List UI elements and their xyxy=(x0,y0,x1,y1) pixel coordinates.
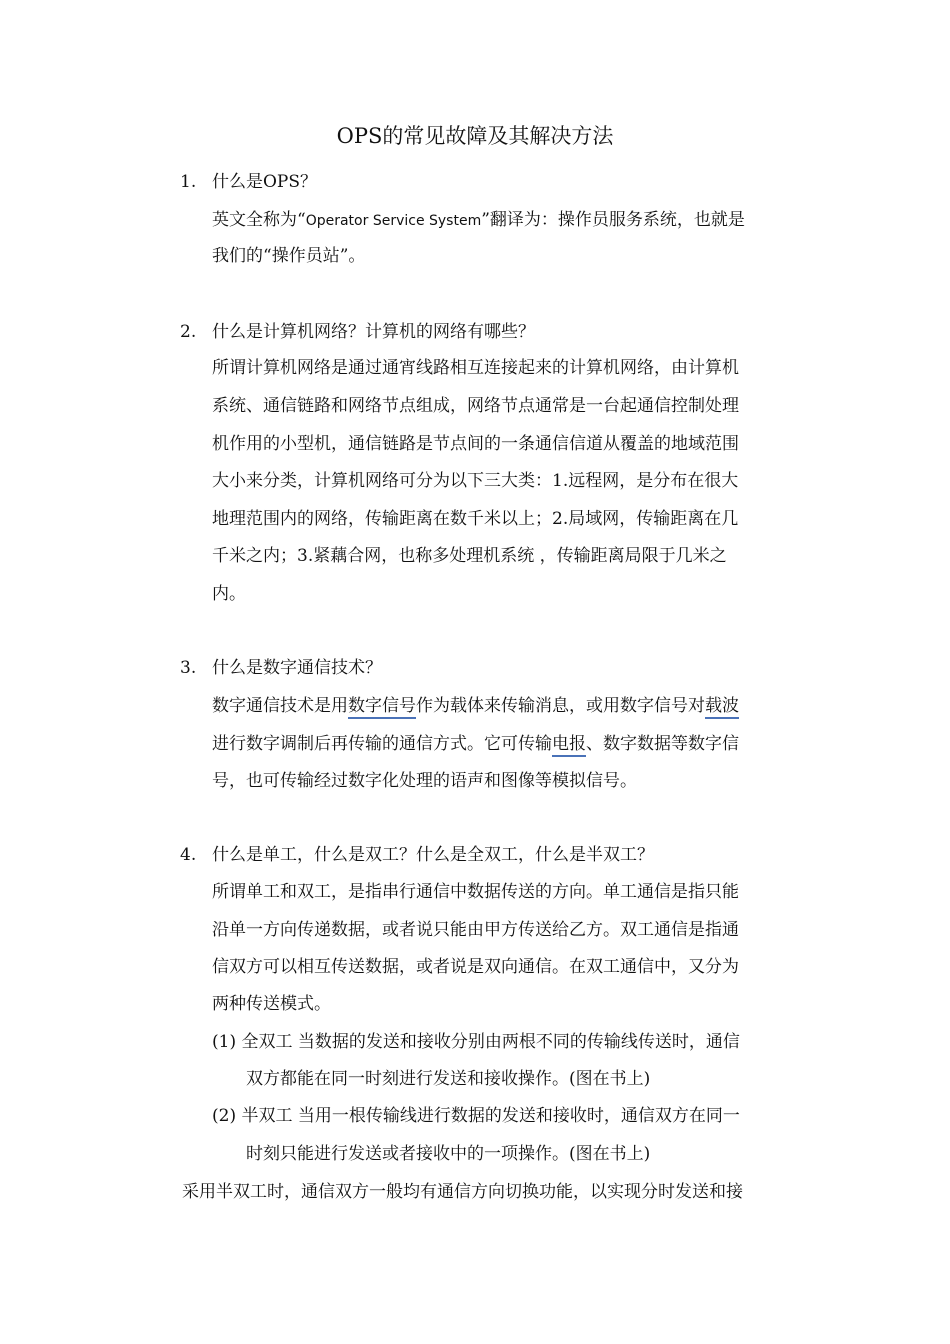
answer-2-line-6: 千米之内；3.紧藕合网，也称多处理机系统 ，传输距离局限于几米之 xyxy=(212,546,727,566)
sub-item-2-line-1: (2) 半双工 当用一根传输线进行数据的发送和接收时，通信双方在同一 xyxy=(212,1106,740,1126)
answer-3-line-1 xyxy=(212,692,739,720)
answer-2-line-4: 大小来分类，计算机网络可分为以下三大类：1.远程网，是分布在很大 xyxy=(212,471,739,491)
english-term: Operator Service System xyxy=(305,213,482,229)
answer-4-line-3: 信双方可以相互传送数据，或者说是双向通信。在双工通信中，又分为 xyxy=(212,957,739,977)
trailing-paragraph-line: 采用半双工时，通信双方一般均有通信方向切换功能，以实现分时发送和接 xyxy=(182,1182,743,1202)
question-1 xyxy=(180,168,317,196)
answer-4-line-4: 两种传送模式。 xyxy=(212,994,331,1014)
question-text: 什么是OPS？ xyxy=(212,172,318,192)
answer-4-line-2: 沿单一方向传递数据，或者说只能由甲方传送给乙方。双工通信是指通 xyxy=(212,920,739,940)
link-telegraph[interactable]: 电报 xyxy=(552,734,586,757)
question-number: 2. xyxy=(180,322,197,342)
page-title: OPS的常见故障及其解决方法 xyxy=(336,124,614,148)
answer-2-line-1: 所谓计算机网络是通过通宵线路相互连接起来的计算机网络，由计算机 xyxy=(212,358,739,378)
question-text: 什么是计算机网络？计算机的网络有哪些？ xyxy=(212,322,535,342)
sub-item-1-line-2: 双方都能在同一时刻进行发送和接收操作。(图在书上) xyxy=(246,1069,651,1089)
question-number: 4. xyxy=(180,845,197,865)
question-3 xyxy=(180,654,382,682)
answer-2-line-2: 系统、通信链路和网络节点组成，网络节点通常是一台起通信控制处理 xyxy=(212,396,739,416)
answer-text: 、数字数据等数字信 xyxy=(586,734,739,754)
question-number: 1. xyxy=(180,172,197,192)
answer-2-line-7: 内。 xyxy=(212,584,246,604)
question-text: 什么是数字通信技术？ xyxy=(212,658,382,678)
answer-2-line-3: 机作用的小型机，通信链路是节点间的一条通信信道从覆盖的地域范围 xyxy=(212,434,739,454)
answer-text: 英文全称为“ xyxy=(212,210,306,230)
sub-item-2-line-2: 时刻只能进行发送或者接收中的一项操作。(图在书上) xyxy=(246,1144,651,1164)
answer-1-line-2: 我们的“操作员站”。 xyxy=(212,246,366,266)
answer-text: 数字通信技术是用 xyxy=(212,696,348,716)
answer-text: ”翻译为：操作员服务系统，也就是 xyxy=(481,210,745,230)
answer-4-line-1: 所谓单工和双工，是指串行通信中数据传送的方向。单工通信是指只能 xyxy=(212,882,739,902)
answer-text: 作为载体来传输消息，或用数字信号对 xyxy=(416,696,705,716)
answer-1-line-1 xyxy=(212,206,745,235)
answer-text: 进行数字调制后再传输的通信方式。它可传输 xyxy=(212,734,552,754)
question-text: 什么是单工，什么是双工？什么是全双工，什么是半双工？ xyxy=(212,845,654,865)
question-4 xyxy=(180,841,654,869)
answer-2-line-5: 地理范围内的网络，传输距离在数千米以上；2.局域网，传输距离在几 xyxy=(212,509,739,529)
answer-3-line-3: 号，也可传输经过数字化处理的语声和图像等模拟信号。 xyxy=(212,771,637,791)
sub-item-1-line-1: (1) 全双工 当数据的发送和接收分别由两根不同的传输线传送时，通信 xyxy=(212,1032,740,1052)
answer-3-line-2 xyxy=(212,730,739,758)
link-digital-signal[interactable]: 数字信号 xyxy=(348,696,416,719)
question-2 xyxy=(180,318,535,346)
question-number: 3. xyxy=(180,658,197,678)
link-carrier[interactable]: 载波 xyxy=(705,696,739,719)
